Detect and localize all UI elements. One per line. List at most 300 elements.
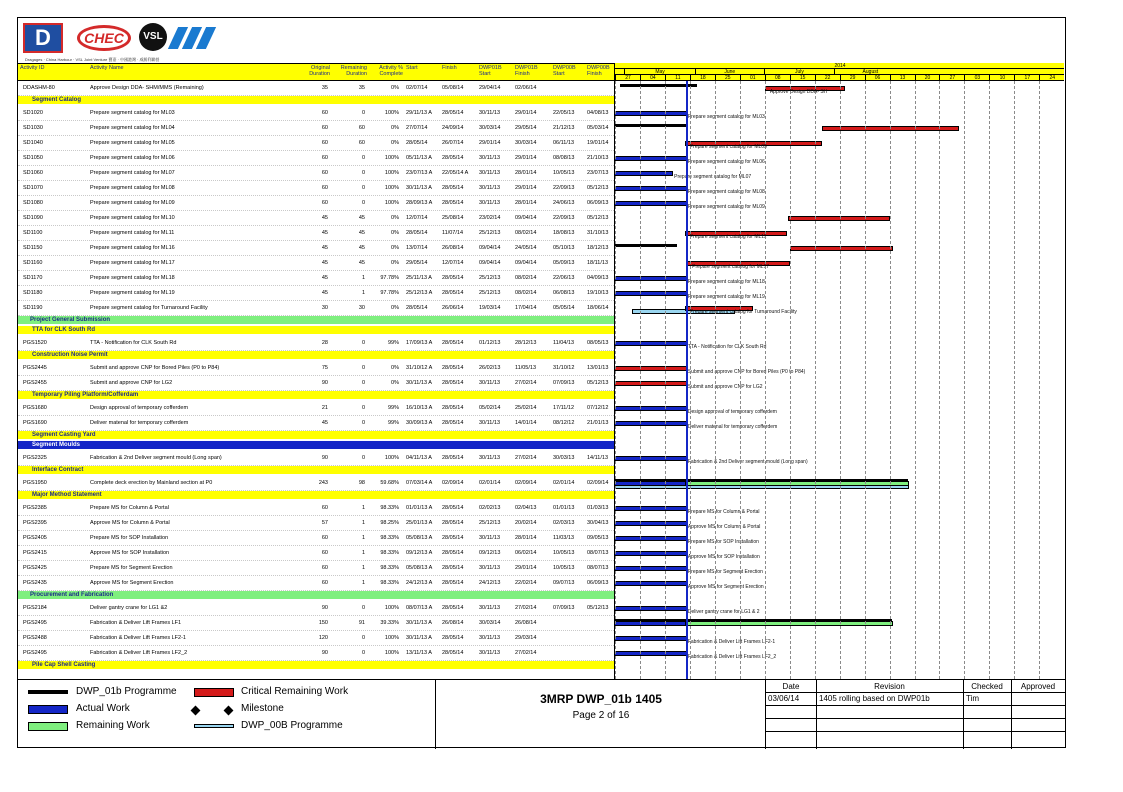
cell-od: 45 — [321, 215, 328, 221]
gantt-chart — [614, 63, 1064, 679]
cell-f0: 31/10/13 — [587, 230, 609, 236]
cell-s: 28/09/13 A — [406, 200, 433, 206]
table-row[interactable] — [18, 531, 614, 546]
cell-f0: 30/04/13 — [587, 520, 609, 526]
cell-rd: 0 — [361, 340, 365, 346]
gantt-bar — [615, 552, 686, 555]
cell-s: 13/07/14 — [406, 245, 428, 251]
cell-s0: 17/11/12 — [553, 405, 575, 411]
cell-pc: 0% — [391, 305, 399, 311]
cell-rd: 1 — [361, 565, 365, 571]
col-dwp01b-start[interactable]: DWP01B Start — [479, 65, 502, 77]
cell-f1: 29/01/14 — [515, 155, 537, 161]
cell-rd: 0 — [361, 405, 365, 411]
cell-s: 05/08/13 A — [406, 565, 433, 571]
revision-divider — [766, 718, 1065, 719]
table-row[interactable] — [18, 271, 614, 286]
cell-od: 30 — [321, 305, 328, 311]
cell-s0: 05/05/14 — [553, 305, 575, 311]
gantt-bar — [615, 567, 686, 570]
table-header — [18, 63, 614, 81]
section-band[interactable]: TTA for CLK South Rd — [18, 326, 614, 334]
cell-f: 26/08/14 — [442, 245, 464, 251]
section-band[interactable]: Pile Cap Shell Casting — [18, 661, 614, 669]
table-row[interactable] — [18, 416, 614, 431]
revision-header-checked: Checked — [971, 682, 1003, 691]
cell-id: PGS2435 — [23, 580, 47, 586]
cell-f0: 08/07/13 — [587, 565, 609, 571]
table-row[interactable] — [18, 181, 614, 196]
table-row[interactable] — [18, 336, 614, 351]
cell-f: 28/05/14 — [442, 650, 464, 656]
col-finish[interactable]: Finish — [442, 65, 457, 71]
cell-s: 29/05/14 — [406, 260, 428, 266]
gantt-bar-label: Prepare segment catalog for ML09 — [687, 204, 765, 210]
cell-id: SD1080 — [23, 200, 43, 206]
cell-f: 02/09/14 — [442, 480, 464, 486]
cell-f1: 17/04/14 — [515, 305, 537, 311]
cell-od: 120 — [318, 635, 328, 641]
gantt-gridline — [1014, 81, 1015, 679]
cell-s1: 24/12/13 — [479, 580, 501, 586]
cell-pc: 0% — [391, 140, 399, 146]
cell-f0: 23/07/13 — [587, 170, 609, 176]
cell-id: SD1180 — [23, 290, 43, 296]
table-row[interactable] — [18, 501, 614, 516]
cell-f0: 21/10/13 — [587, 155, 609, 161]
cell-rd: 0 — [361, 420, 365, 426]
cell-f: 28/05/14 — [442, 110, 464, 116]
table-row[interactable] — [18, 476, 614, 491]
gantt-gridline — [715, 81, 716, 679]
cell-pc: 0% — [391, 215, 399, 221]
cell-s: 01/01/13 A — [406, 505, 433, 511]
cell-s: 02/07/14 — [406, 85, 428, 91]
gantt-bar-label: Design approval of temporary cofferdem — [687, 409, 777, 415]
cell-id: PGS2385 — [23, 505, 47, 511]
cell-s0: 21/12/13 — [553, 125, 575, 131]
cell-rd: 30 — [358, 305, 365, 311]
cell-id: PGS1950 — [23, 480, 47, 486]
cell-f0: 05/12/13 — [587, 185, 609, 191]
section-band[interactable]: Segment Casting Yard — [18, 431, 614, 439]
vsl-logo — [139, 23, 209, 53]
table-row[interactable] — [18, 166, 614, 181]
legend-swatch-critical — [194, 688, 234, 697]
cell-name: Approve MS for SOP Installation — [90, 550, 170, 556]
cell-rd: 60 — [358, 125, 365, 131]
col-dwp00b-start[interactable]: DWP00B Start — [553, 65, 576, 77]
cell-s0: 02/01/14 — [553, 480, 575, 486]
cell-f: 28/05/14 — [442, 565, 464, 571]
gantt-gridline — [964, 81, 965, 679]
gantt-bar-label: Prepare segment catalog for ML11 — [689, 234, 767, 240]
cell-pc: 100% — [384, 605, 399, 611]
col-activity-id[interactable]: Activity ID — [20, 65, 45, 71]
cell-f: 28/05/14 — [442, 290, 464, 296]
legend-critical: Critical Remaining Work — [241, 686, 349, 697]
cell-s0: 10/05/13 — [553, 170, 575, 176]
table-row[interactable] — [18, 576, 614, 591]
cell-f1: 29/01/14 — [515, 565, 537, 571]
cell-name: Prepare segment catalog for ML19 — [90, 290, 175, 296]
cell-pc: 0% — [391, 260, 399, 266]
cell-f1: 14/01/14 — [515, 420, 537, 426]
cell-f: 12/07/14 — [442, 260, 464, 266]
cell-pc: 97.78% — [380, 275, 399, 281]
cell-s0: 22/09/13 — [553, 215, 575, 221]
cell-pc: 98.33% — [380, 550, 399, 556]
cell-rd: 0 — [361, 455, 365, 461]
cell-rd: 1 — [361, 520, 365, 526]
cell-id: PGS1680 — [23, 405, 47, 411]
cell-s: 25/12/13 A — [406, 290, 433, 296]
cell-name: Complete deck erection by Mainland section at P0 — [90, 480, 213, 486]
cell-f0: 08/07/13 — [587, 550, 609, 556]
cell-s: 30/11/13 A — [406, 380, 432, 386]
gantt-week: 01 — [740, 75, 765, 81]
col-activity-name[interactable]: Activity Name — [90, 65, 124, 71]
section-band[interactable]: Segment Catalog — [18, 96, 614, 104]
cell-f0: 18/12/13 — [587, 245, 609, 251]
cell-f0: 05/12/13 — [587, 215, 609, 221]
table-row[interactable] — [18, 196, 614, 211]
cell-s1: 01/12/13 — [479, 340, 501, 346]
cell-f0: 01/03/13 — [587, 505, 609, 511]
legend-actual: Actual Work — [76, 703, 130, 714]
gantt-week: 08 — [765, 75, 790, 81]
cell-f1: 27/02/14 — [515, 455, 537, 461]
table-row[interactable] — [18, 401, 614, 416]
cell-s0: 08/08/13 — [553, 155, 575, 161]
gantt-bar — [615, 124, 688, 127]
table-row[interactable] — [18, 286, 614, 301]
cell-s0: 22/09/13 — [553, 185, 575, 191]
table-row[interactable] — [18, 211, 614, 226]
gantt-bar-label: Prepare segment catalog for ML17 — [692, 264, 770, 270]
cell-rd: 35 — [358, 85, 365, 91]
cell-s1: 30/11/13 — [479, 155, 501, 161]
cell-s1: 30/03/14 — [479, 125, 501, 131]
gantt-week: 13 — [890, 75, 915, 81]
cell-name: TTA - Notification for CLK South Rd — [90, 340, 177, 346]
cell-f1: 02/09/14 — [515, 480, 537, 486]
cell-s: 28/05/14 — [406, 305, 428, 311]
cell-s: 13/11/13 A — [406, 650, 432, 656]
gantt-month: July — [764, 69, 835, 75]
cell-id: PGS2495 — [23, 650, 47, 656]
cell-f1: 27/02/14 — [515, 605, 537, 611]
cell-f: 28/05/14 — [442, 380, 464, 386]
gantt-bar-label: Prepare segment catalog for ML18 — [687, 279, 765, 285]
cell-s1: 29/01/14 — [479, 140, 501, 146]
cell-f0: 05/12/13 — [587, 380, 609, 386]
gantt-bar — [615, 112, 686, 115]
gantt-bar — [615, 367, 686, 370]
cell-name: Prepare segment catalog for ML08 — [90, 185, 175, 191]
cell-id: DDASHM-80 — [23, 85, 55, 91]
gantt-month: June — [695, 69, 764, 75]
cell-f: 25/08/14 — [442, 215, 464, 221]
cell-f1: 27/02/14 — [515, 380, 537, 386]
section-band[interactable]: Construction Noise Permit — [18, 351, 614, 359]
cell-s: 05/08/13 A — [406, 535, 433, 541]
cell-name: Prepare segment catalog for ML07 — [90, 170, 175, 176]
legend-remaining: Remaining Work — [76, 720, 150, 731]
cell-f: 26/06/14 — [442, 305, 464, 311]
cell-s1: 05/02/14 — [479, 405, 501, 411]
legend-dwp00b: DWP_00B Programme — [241, 720, 343, 731]
cell-pc: 100% — [384, 185, 399, 191]
cell-rd: 0 — [361, 110, 365, 116]
cell-od: 243 — [318, 480, 328, 486]
cell-f1: 08/02/14 — [515, 290, 537, 296]
cell-f1: 30/03/14 — [515, 140, 537, 146]
cell-s1: 19/03/14 — [479, 305, 501, 311]
cell-name: Approve MS for Segment Erection — [90, 580, 174, 586]
col-dwp01b-finish[interactable]: DWP01B Finish — [515, 65, 538, 77]
cell-pc: 98.33% — [380, 580, 399, 586]
cell-id: PGS2395 — [23, 520, 47, 526]
cell-id: PGS2445 — [23, 365, 47, 371]
gantt-week: 03 — [964, 75, 989, 81]
cell-od: 60 — [321, 580, 328, 586]
gantt-bar-label: Fabrication & 2nd Deliver segment mould (Long span) — [687, 459, 808, 465]
table-row[interactable] — [18, 646, 614, 661]
gantt-bar — [615, 202, 686, 205]
cell-f: 28/05/14 — [442, 200, 464, 206]
gantt-bar — [686, 482, 908, 485]
cell-pc: 0% — [391, 230, 399, 236]
cell-f1: 24/05/14 — [515, 245, 537, 251]
cell-f: 28/05/14 — [442, 520, 464, 526]
table-row[interactable] — [18, 121, 614, 136]
gantt-month: May — [624, 69, 695, 75]
table-row[interactable] — [18, 516, 614, 531]
cell-f1: 26/08/14 — [515, 620, 537, 626]
cell-s1: 25/12/13 — [479, 520, 501, 526]
cell-f1: 09/04/14 — [515, 260, 537, 266]
cell-name: Prepare segment catalog for Turnaround Facility — [90, 305, 208, 311]
gantt-week: 27 — [939, 75, 964, 81]
cell-name: Approve MS for Column & Portal — [90, 520, 170, 526]
cell-s0: 18/08/13 — [553, 230, 575, 236]
cell-name: Prepare segment catalog for ML06 — [90, 155, 175, 161]
section-band[interactable]: Temporary Piling Platform/Cofferdam — [18, 391, 614, 399]
footer — [18, 679, 1065, 748]
cell-od: 45 — [321, 260, 328, 266]
cell-od: 90 — [321, 650, 328, 656]
table-row[interactable] — [18, 106, 614, 121]
gantt-bar-label: Deliver gantry crane for LG1 & 2 — [687, 609, 760, 615]
gantt-bar-label: Prepare segment catalog for ML05 — [689, 144, 767, 150]
col-dwp00b-finish[interactable]: DWP00B Finish — [587, 65, 610, 77]
gantt-week: 25 — [715, 75, 740, 81]
gantt-bar — [615, 482, 686, 485]
cell-id: SD1190 — [23, 305, 43, 311]
cell-pc: 100% — [384, 155, 399, 161]
gantt-bar-label: Prepare MS for Column & Portal — [687, 509, 760, 515]
cell-s: 05/11/13 A — [406, 155, 432, 161]
cell-f0: 19/10/13 — [587, 290, 609, 296]
section-band[interactable]: Major Method Statement — [18, 491, 614, 499]
cell-f1: 29/01/14 — [515, 185, 537, 191]
section-band[interactable]: Project General Submission — [18, 316, 614, 324]
cell-name: Prepare segment catalog for ML18 — [90, 275, 175, 281]
table-row[interactable] — [18, 376, 614, 391]
cell-f1: 09/04/14 — [515, 215, 537, 221]
cell-od: 60 — [321, 155, 328, 161]
cell-s0: 01/01/13 — [553, 505, 575, 511]
table-row[interactable] — [18, 631, 614, 646]
gantt-week: 22 — [815, 75, 840, 81]
gantt-bar — [615, 607, 686, 610]
cell-s: 16/10/13 A — [406, 405, 433, 411]
cell-s: 30/11/13 A — [406, 620, 432, 626]
table-row[interactable] — [18, 301, 614, 316]
section-band[interactable]: Interface Contract — [18, 466, 614, 474]
cell-od: 75 — [321, 365, 328, 371]
cell-od: 60 — [321, 200, 328, 206]
table-row[interactable] — [18, 81, 614, 96]
table-row[interactable] — [18, 241, 614, 256]
cell-s1: 30/11/13 — [479, 185, 501, 191]
cell-s1: 29/04/14 — [479, 85, 501, 91]
table-row[interactable] — [18, 451, 614, 466]
cell-name: Deliver gantry crane for LG1 &2 — [90, 605, 168, 611]
col-start[interactable]: Start — [406, 65, 418, 71]
cell-od: 35 — [321, 85, 328, 91]
cell-od: 28 — [321, 340, 328, 346]
gantt-gridline — [740, 81, 741, 679]
cell-pc: 98.33% — [380, 535, 399, 541]
gantt-week: 06 — [865, 75, 890, 81]
table-row[interactable] — [18, 256, 614, 271]
gantt-gridline — [939, 81, 940, 679]
cell-rd: 45 — [358, 215, 365, 221]
cell-od: 90 — [321, 380, 328, 386]
gantt-bar-label: Approve MS for Segment Erection — [687, 584, 764, 590]
cell-s1: 30/11/13 — [479, 380, 501, 386]
cell-f: 28/05/14 — [442, 340, 464, 346]
table-row[interactable] — [18, 601, 614, 616]
cell-s1: 09/04/14 — [479, 245, 501, 251]
section-band[interactable]: Segment Moulds — [18, 441, 614, 449]
cell-s: 09/12/13 A — [406, 550, 433, 556]
table-row[interactable] — [18, 136, 614, 151]
gantt-gridline — [640, 81, 641, 679]
gantt-gridline — [840, 81, 841, 679]
cell-s: 30/09/13 A — [406, 420, 433, 426]
cell-id: PGS2455 — [23, 380, 47, 386]
table-row[interactable] — [18, 151, 614, 166]
revision-divider — [766, 731, 1065, 732]
cell-f1: 08/02/14 — [515, 275, 537, 281]
cell-s: 31/10/12 A — [406, 365, 433, 371]
cell-od: 57 — [321, 520, 328, 526]
cell-s1: 30/11/13 — [479, 200, 501, 206]
cell-id: PGS1690 — [23, 420, 47, 426]
gantt-bar — [615, 622, 686, 625]
cell-id: SD1060 — [23, 170, 43, 176]
cell-pc: 59.68% — [380, 480, 399, 486]
cell-s: 30/11/13 A — [406, 185, 432, 191]
cell-f1: 20/02/14 — [515, 520, 537, 526]
gantt-bar — [615, 582, 686, 585]
cell-s0: 06/11/13 — [553, 140, 575, 146]
cell-f1: 28/01/14 — [515, 170, 537, 176]
cell-od: 45 — [321, 275, 328, 281]
cell-s: 04/11/13 A — [406, 455, 432, 461]
cell-rd: 1 — [361, 275, 365, 281]
cell-id: PGS2415 — [23, 550, 47, 556]
cell-f0: 09/05/13 — [587, 535, 609, 541]
cell-s: 12/07/14 — [406, 215, 428, 221]
gantt-bar — [615, 407, 686, 410]
gantt-month: August — [834, 69, 905, 75]
cell-s1: 30/11/13 — [479, 535, 501, 541]
cell-pc: 0% — [391, 125, 399, 131]
cell-rd: 60 — [358, 140, 365, 146]
cell-f0: 21/01/13 — [587, 420, 609, 426]
gantt-gridline — [615, 81, 616, 679]
cell-id: SD1170 — [23, 275, 43, 281]
cell-f: 28/05/14 — [442, 155, 464, 161]
cell-s0: 08/12/12 — [553, 420, 575, 426]
cell-rd: 45 — [358, 230, 365, 236]
col-remaining-duration[interactable]: Remaining Duration — [340, 65, 367, 77]
cell-rd: 0 — [361, 380, 365, 386]
table-row[interactable] — [18, 561, 614, 576]
cell-pc: 0% — [391, 380, 399, 386]
col-pct-complete[interactable]: Activity % Complete — [379, 65, 403, 77]
gantt-bar — [615, 637, 686, 640]
gantt-bar-label: Prepare segment catalog for ML19 — [687, 294, 765, 300]
gantt-week: 04 — [640, 75, 665, 81]
cell-f0: 14/11/13 — [587, 455, 609, 461]
col-original-duration[interactable]: Original Duration — [309, 65, 330, 77]
legend-swatch-actual — [28, 705, 68, 714]
table-row[interactable] — [18, 361, 614, 376]
gantt-year: 2014 — [615, 63, 1064, 69]
table-row[interactable] — [18, 616, 614, 631]
cell-f: 28/05/14 — [442, 535, 464, 541]
gantt-bar — [615, 537, 686, 540]
cell-rd: 0 — [361, 635, 365, 641]
cell-id: SD1160 — [23, 260, 43, 266]
legend-swatch-dwp01b — [28, 690, 68, 694]
cell-f0: 19/01/14 — [587, 140, 609, 146]
cell-name: Prepare segment catalog for ML09 — [90, 200, 175, 206]
section-band[interactable]: Procurement and Fabrication — [18, 591, 614, 599]
gantt-bar-label: Prepare MS for SOP Installation — [687, 539, 759, 545]
gantt-gridline — [989, 81, 990, 679]
cell-id: SD1100 — [23, 230, 43, 236]
cell-pc: 39.33% — [380, 620, 399, 626]
cell-s1: 25/12/13 — [479, 230, 501, 236]
cell-rd: 1 — [361, 550, 365, 556]
cell-s0: 11/04/13 — [553, 340, 575, 346]
cell-od: 60 — [321, 565, 328, 571]
table-row[interactable] — [18, 546, 614, 561]
cell-f: 24/09/14 — [442, 125, 464, 131]
cell-s: 28/05/14 — [406, 230, 428, 236]
legend — [18, 680, 436, 749]
vsl-logo-text: VSL — [139, 23, 167, 51]
cell-name: Prepare MS for Segment Erection — [90, 565, 173, 571]
table-row[interactable] — [18, 226, 614, 241]
cell-id: PGS2405 — [23, 535, 47, 541]
